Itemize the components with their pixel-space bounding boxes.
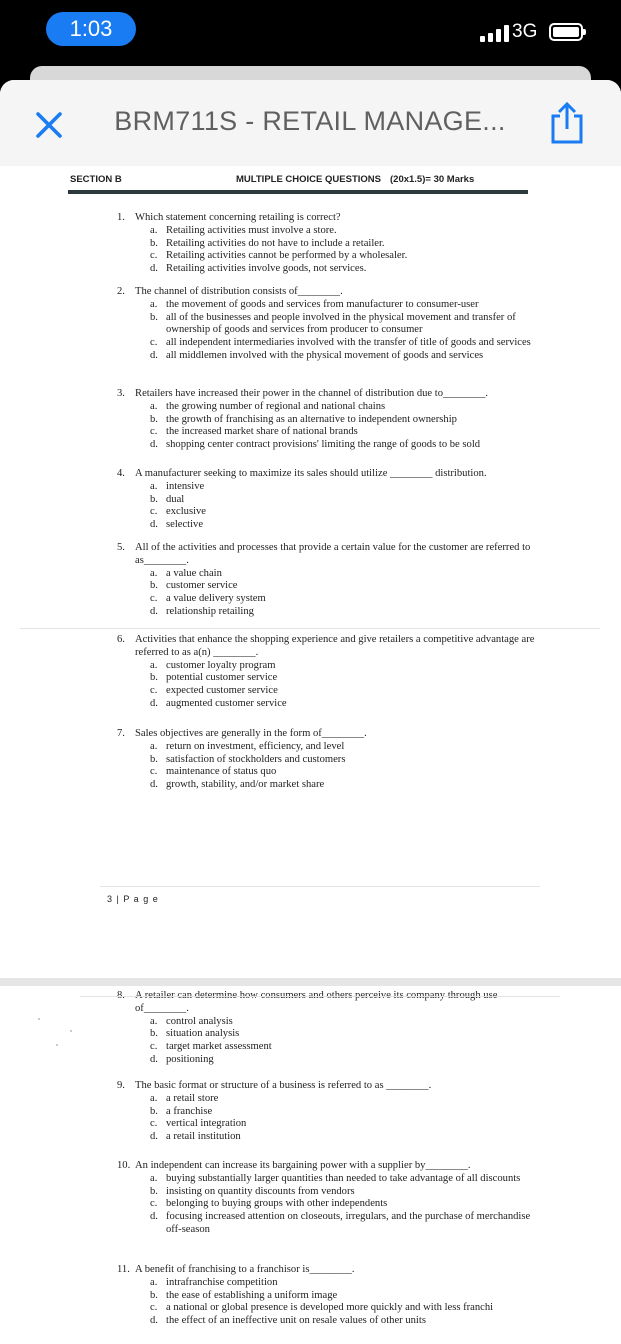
document-viewer (0, 80, 621, 1344)
scan-line (80, 996, 560, 997)
option-text: Retailing activities must involve a store. (166, 224, 337, 236)
option-letter: d. (150, 519, 158, 531)
option-letter: c. (150, 593, 158, 605)
answer-option (117, 519, 537, 532)
answer-option (117, 1093, 537, 1106)
question-stem (117, 728, 537, 741)
option-text: all middlemen involved with the physical movement of goods and services (166, 349, 484, 361)
question-4 (117, 468, 537, 532)
question-text: The channel of distribution consists of________. (135, 286, 343, 297)
option-letter: b. (150, 672, 158, 684)
option-letter: d. (150, 439, 158, 451)
question-5 (117, 542, 537, 619)
section-label: SECTION B (70, 174, 122, 185)
section-title: MULTIPLE CHOICE QUESTIONS (236, 174, 381, 185)
question-number: 5. (117, 542, 125, 553)
section-header (70, 174, 530, 190)
option-letter: a. (150, 1015, 158, 1027)
option-letter: a. (150, 1092, 158, 1104)
answer-option (117, 672, 537, 685)
option-text: expected customer service (166, 685, 278, 697)
option-letter: d. (150, 1211, 158, 1223)
option-text: all independent intermediaries involved with the transfer of title of goods and services (166, 337, 531, 349)
option-text: Retailing activities do not have to include a retailer. (166, 237, 385, 249)
option-text: a retail institution (166, 1131, 241, 1143)
close-icon[interactable] (34, 110, 64, 140)
option-text: vertical integration (166, 1118, 247, 1130)
answer-option (117, 481, 537, 494)
question-stem (117, 388, 537, 401)
option-letter: d. (150, 263, 158, 275)
answer-option (117, 580, 537, 593)
question-text: Sales objectives are generally in the form of________. (135, 728, 367, 739)
signal-icon (480, 24, 509, 42)
option-text: the growth of franchising as an alternative to independent ownership (166, 413, 457, 425)
answer-option (117, 606, 537, 619)
option-text: situation analysis (166, 1028, 240, 1040)
option-text: target market assessment (166, 1041, 272, 1053)
option-letter: c. (150, 426, 158, 438)
option-text: return on investment, efficiency, and level (166, 740, 345, 752)
question-stem (117, 212, 537, 225)
option-letter: b. (150, 580, 158, 592)
question-stem (117, 1264, 537, 1277)
answer-option (117, 1198, 537, 1211)
answer-option (117, 1131, 537, 1144)
scan-speck (70, 1030, 72, 1032)
option-letter: c. (150, 1302, 158, 1314)
answer-option (117, 439, 537, 452)
option-text: a retail store (166, 1092, 219, 1104)
page-number: 3 | P a g e (107, 894, 159, 904)
option-text: Retailing activities cannot be performed by a wholesaler. (166, 250, 408, 262)
answer-option (117, 1277, 537, 1290)
question-1 (117, 212, 537, 276)
option-letter: d. (150, 1131, 158, 1143)
option-letter: d. (150, 349, 158, 361)
page-separator (0, 978, 621, 986)
option-letter: b. (150, 1185, 158, 1197)
question-2 (117, 286, 537, 363)
option-text: buying substantially larger quantities than needed to take advantage of all discounts (166, 1172, 521, 1184)
answer-option (117, 1211, 537, 1237)
scan-speck (56, 1044, 58, 1046)
answer-option (117, 1302, 537, 1315)
question-text: All of the activities and processes that provide a certain value for the customer are referred to as________. (135, 542, 531, 566)
option-text: intensive (166, 480, 205, 492)
answer-option (117, 1054, 537, 1067)
question-9 (117, 1080, 537, 1144)
question-stem (117, 634, 537, 660)
question-number: 4. (117, 468, 125, 479)
scan-line (100, 886, 540, 887)
option-letter: d. (150, 697, 158, 709)
answer-option (117, 568, 537, 581)
option-letter: a. (150, 567, 158, 579)
question-number: 9. (117, 1080, 125, 1091)
option-text: the growing number of regional and national chains (166, 400, 386, 412)
option-text: maintenance of status quo (166, 766, 277, 778)
question-stem (117, 542, 537, 568)
option-text: the ease of establishing a uniform image (166, 1289, 338, 1301)
answer-option (117, 779, 537, 792)
question-text: Retailers have increased their power in the channel of distribution due to________. (135, 388, 489, 399)
answer-option (117, 263, 537, 276)
option-letter: b. (150, 413, 158, 425)
option-letter: c. (150, 1118, 158, 1130)
document-page[interactable] (0, 166, 621, 1344)
question-6 (117, 634, 537, 711)
option-letter: d. (150, 605, 158, 617)
option-letter: c. (150, 1041, 158, 1053)
option-text: a franchise (166, 1105, 213, 1117)
option-letter: a. (150, 480, 158, 492)
question-stem (117, 468, 537, 481)
answer-option (117, 754, 537, 767)
option-text: the effect of an ineffective unit on resale values of other units (166, 1315, 426, 1327)
option-text: customer service (166, 580, 238, 592)
question-number (117, 990, 135, 1016)
answer-option (117, 593, 537, 606)
question-number: 6. (117, 634, 125, 645)
option-text: positioning (166, 1053, 214, 1065)
option-letter: c. (150, 337, 158, 349)
question-stem (117, 990, 537, 1016)
battery-icon (549, 23, 583, 41)
option-text: satisfaction of stockholders and customers (166, 753, 346, 765)
option-letter: a. (150, 224, 158, 236)
answer-option (117, 1173, 537, 1186)
option-letter: c. (150, 250, 158, 262)
option-text: shopping center contract provisions' limiting the range of goods to be sold (166, 439, 481, 451)
option-letter: c. (150, 1198, 158, 1210)
answer-option (117, 426, 537, 439)
question-8 (117, 990, 537, 1067)
question-3 (117, 388, 537, 452)
question-text: Which statement concerning retailing is correct? (135, 212, 341, 223)
scan-line (20, 628, 600, 629)
section-marks: (20x1.5)= 30 Marks (390, 174, 475, 185)
share-icon[interactable] (547, 102, 587, 144)
answer-option (117, 698, 537, 711)
question-number: 1. (117, 212, 125, 223)
option-text: intrafranchise competition (166, 1276, 278, 1288)
option-letter: d. (150, 779, 158, 791)
question-stem (117, 1080, 537, 1093)
option-letter: b. (150, 1105, 158, 1117)
option-text: a value chain (166, 567, 222, 579)
option-text: customer loyalty program (166, 659, 276, 671)
option-letter: c. (150, 685, 158, 697)
option-letter: a. (150, 400, 158, 412)
option-text: Retailing activities involve goods, not services. (166, 263, 367, 275)
option-text: relationship retailing (166, 605, 254, 617)
answer-option (117, 1016, 537, 1029)
question-number: 11. (117, 1264, 130, 1275)
question-text: of________. (135, 1002, 189, 1014)
option-text: a value delivery system (166, 593, 266, 605)
answer-option (117, 299, 537, 312)
option-letter: c. (150, 766, 158, 778)
option-letter: c. (150, 506, 158, 518)
document-title: BRM711S - RETAIL MANAGE... (114, 106, 506, 136)
question-stem (117, 286, 537, 299)
option-letter: b. (150, 237, 158, 249)
scan-speck (38, 1018, 40, 1020)
question-number: 10. (117, 1160, 131, 1171)
option-text: all of the businesses and people involved in the physical movement and transfer of ownership of goods and services from producer to consumer (166, 311, 516, 336)
question-text: The basic format or structure of a business is referred to as ________. (135, 1080, 432, 1091)
question-text: An independent can increase its bargaining power with a supplier by________. (135, 1160, 471, 1171)
network-type: 3G (512, 21, 538, 42)
question-stem (117, 1160, 537, 1173)
option-letter: b. (150, 493, 158, 505)
status-time[interactable]: 1:03 (46, 12, 136, 46)
answer-option (117, 401, 537, 414)
answer-option (117, 494, 537, 507)
answer-option (117, 1315, 537, 1328)
question-10 (117, 1160, 537, 1237)
option-letter: b. (150, 753, 158, 765)
answer-option (117, 660, 537, 673)
option-letter: d. (150, 1315, 158, 1327)
option-text: the increased market share of national brands (166, 426, 358, 438)
answer-option (117, 1186, 537, 1199)
question-text: A benefit of franchising to a franchisor is________. (135, 1264, 355, 1275)
option-letter: a. (150, 740, 158, 752)
option-letter: b. (150, 1028, 158, 1040)
option-text: dual (166, 493, 185, 505)
answer-option (117, 1106, 537, 1119)
answer-option (117, 350, 537, 363)
option-letter: d. (150, 1053, 158, 1065)
option-text: insisting on quantity discounts from vendors (166, 1185, 355, 1197)
option-letter: a. (150, 659, 158, 671)
answer-option (117, 741, 537, 754)
question-text: Activities that enhance the shopping experience and give retailers a competitive advantage are referred to as a(n) ________. (135, 634, 535, 658)
option-letter: a. (150, 1276, 158, 1288)
question-number: 3. (117, 388, 125, 399)
option-text: control analysis (166, 1015, 233, 1027)
option-text: growth, stability, and/or market share (166, 779, 325, 791)
answer-option (117, 250, 537, 263)
option-text: exclusive (166, 506, 207, 518)
question-7 (117, 728, 537, 792)
option-letter: b. (150, 311, 158, 323)
answer-option (117, 414, 537, 427)
answer-option (117, 685, 537, 698)
answer-option (117, 1118, 537, 1131)
option-text: focusing increased attention on closeouts, irregulars, and the purchase of merchandise off-season (166, 1211, 531, 1235)
answer-option (117, 1290, 537, 1303)
answer-option (117, 337, 537, 350)
section-rule (68, 190, 528, 194)
question-number: 2. (117, 286, 125, 297)
option-letter: a. (150, 298, 158, 310)
question-11 (117, 1264, 537, 1328)
answer-option (117, 766, 537, 779)
answer-option (117, 1041, 537, 1054)
option-text: augmented customer service (166, 697, 287, 709)
option-letter: a. (150, 1172, 158, 1184)
option-letter: b. (150, 1289, 158, 1301)
question-number: 7. (117, 728, 125, 739)
option-text: potential customer service (166, 672, 278, 684)
question-text: A manufacturer seeking to maximize its sales should utilize ________ distribution. (135, 468, 487, 479)
answer-option (117, 225, 537, 238)
option-text: selective (166, 519, 204, 531)
answer-option (117, 238, 537, 251)
answer-option (117, 1028, 537, 1041)
status-bar (0, 0, 621, 58)
option-text: belonging to buying groups with other independents (166, 1198, 388, 1210)
option-text: a national or global presence is developed more quickly and with less franchi (166, 1302, 494, 1314)
answer-option (117, 312, 537, 338)
option-text: the movement of goods and services from manufacturer to consumer-user (166, 298, 479, 310)
viewer-header (0, 80, 621, 166)
answer-option (117, 506, 537, 519)
